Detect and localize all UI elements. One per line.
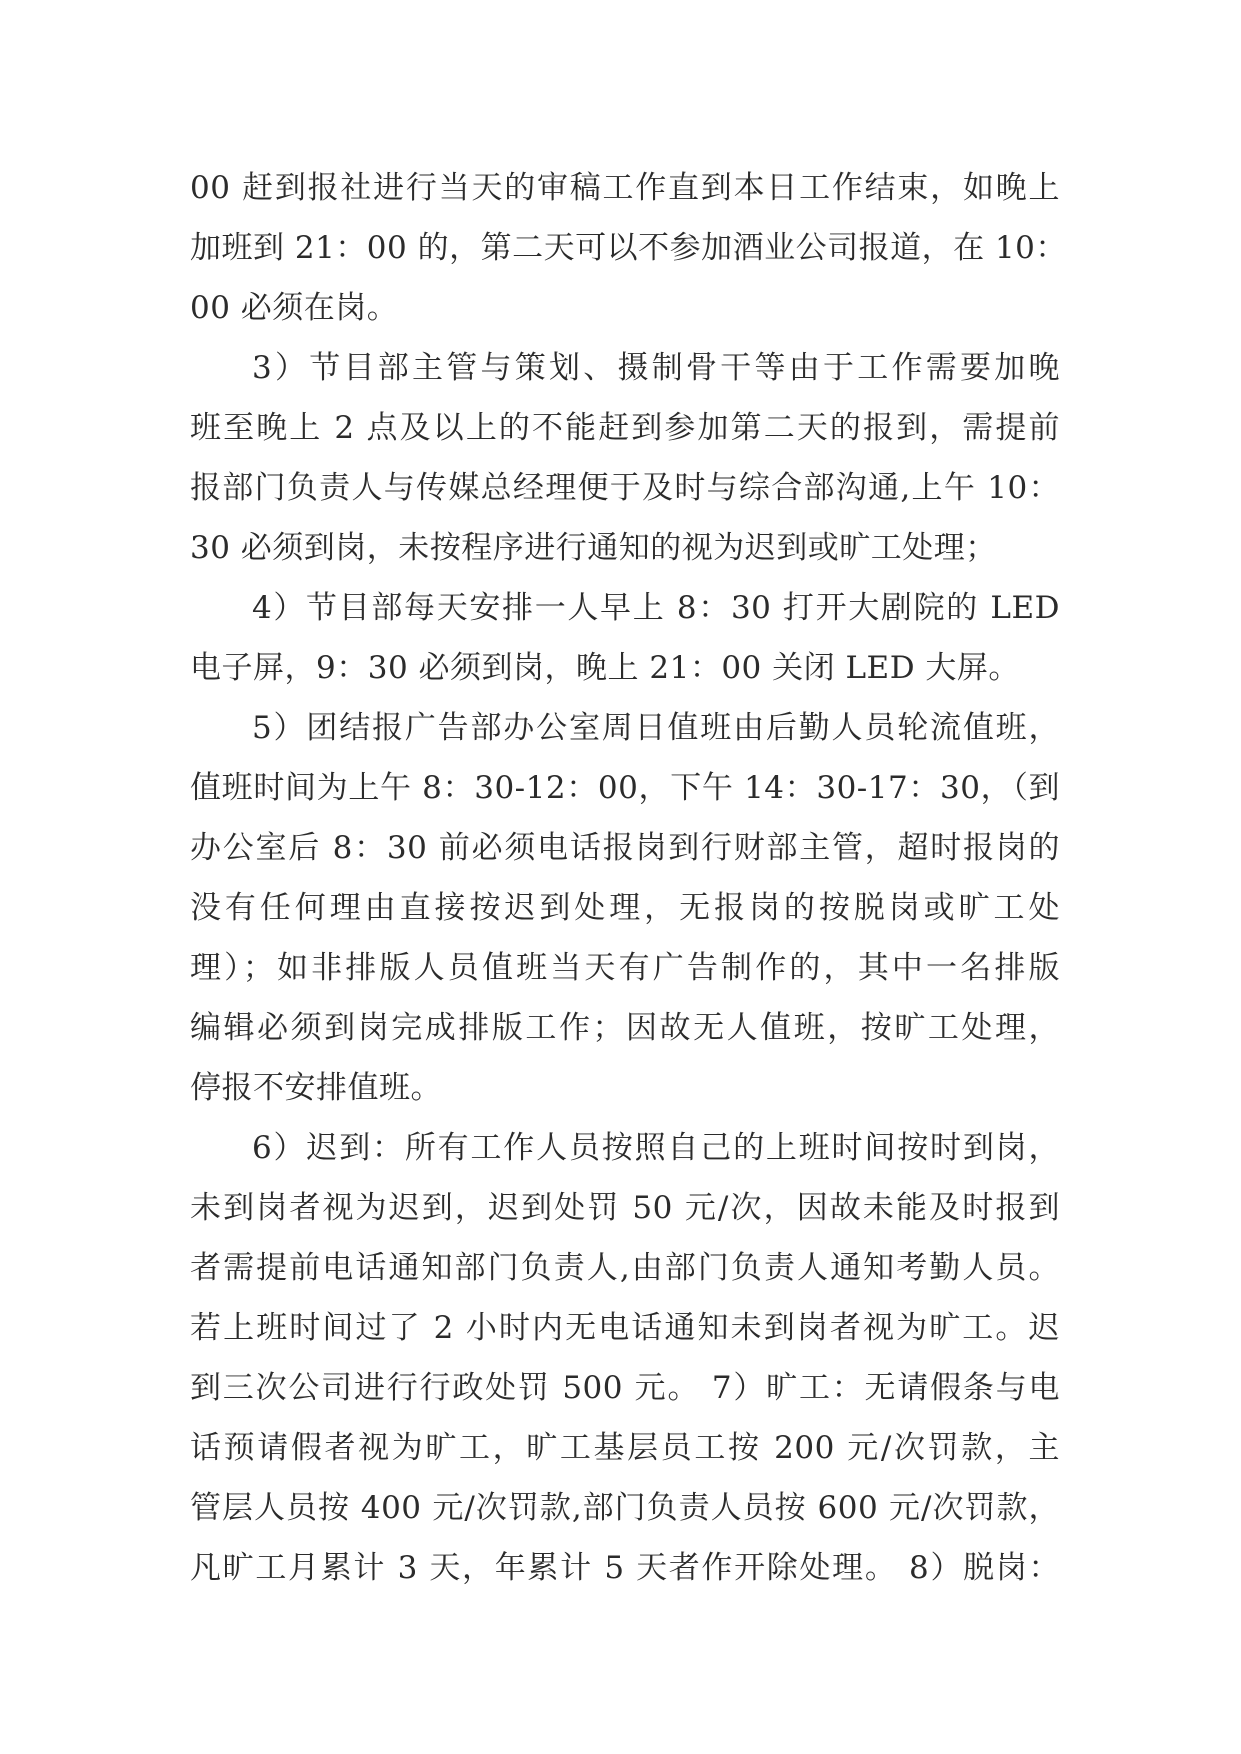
text-line: 未到岗者视为迟到，迟到处罚 50 元/次，因故未能及时报到 (190, 1190, 1060, 1226)
paragraph-start-line: 6）迟到：所有工作人员按照自己的上班时间按时到岗， (252, 1130, 1060, 1166)
text-line: 凡旷工月累计 3 天，年累计 5 天者作开除处理。 8）脱岗： (190, 1550, 1060, 1586)
body-text (190, 158, 1067, 1598)
text-line: 办公室后 8：30 前必须电话报岗到行财部主管，超时报岗的 (190, 830, 1060, 866)
text-line: 若上班时间过了 2 小时内无电话通知未到岗者视为旷工。迟 (190, 1310, 1060, 1346)
paragraph-start-line: 3）节目部主管与策划、摄制骨干等由于工作需要加晚 (252, 350, 1060, 386)
text-line: 没有任何理由直接按迟到处理，无报岗的按脱岗或旷工处 (190, 890, 1060, 926)
text-line: 00 赶到报社进行当天的审稿工作直到本日工作结束，如晚上 (190, 170, 1060, 206)
text-line: 班至晚上 2 点及以上的不能赶到参加第二天的报到，需提前 (190, 410, 1060, 446)
text-line: 报部门负责人与传媒总经理便于及时与综合部沟通,上午 10： (190, 470, 1060, 506)
text-line: 话预请假者视为旷工，旷工基层员工按 200 元/次罚款，主 (190, 1430, 1060, 1466)
text-line: 电子屏，9：30 必须到岗，晚上 21：00 关闭 LED 大屏。 (190, 650, 1020, 686)
text-line: 管层人员按 400 元/次罚款,部门负责人员按 600 元/次罚款， (190, 1490, 1060, 1526)
paragraph-start-line: 5）团结报广告部办公室周日值班由后勤人员轮流值班， (252, 710, 1060, 746)
text-line: 值班时间为上午 8：30-12：00，下午 14：30-17：30，（到 (190, 770, 1060, 806)
text-line: 停报不安排值班。 (190, 1070, 442, 1106)
text-line: 者需提前电话通知部门负责人,由部门负责人通知考勤人员。 (190, 1250, 1060, 1286)
text-line: 到三次公司进行行政处罚 500 元。 7）旷工：无请假条与电 (190, 1370, 1060, 1406)
paragraph-start-line: 4）节目部每天安排一人早上 8：30 打开大剧院的 LED (252, 590, 1060, 626)
text-line: 加班到 21：00 的，第二天可以不参加酒业公司报道，在 10： (190, 230, 1067, 266)
text-line: 理）；如非排版人员值班当天有广告制作的，其中一名排版 (190, 950, 1060, 986)
text-line: 编辑必须到岗完成排版工作；因故无人值班，按旷工处理， (190, 1010, 1060, 1046)
text-line: 30 必须到岗，未按程序进行通知的视为迟到或旷工处理； (190, 530, 997, 566)
text-line: 00 必须在岗。 (190, 290, 399, 326)
